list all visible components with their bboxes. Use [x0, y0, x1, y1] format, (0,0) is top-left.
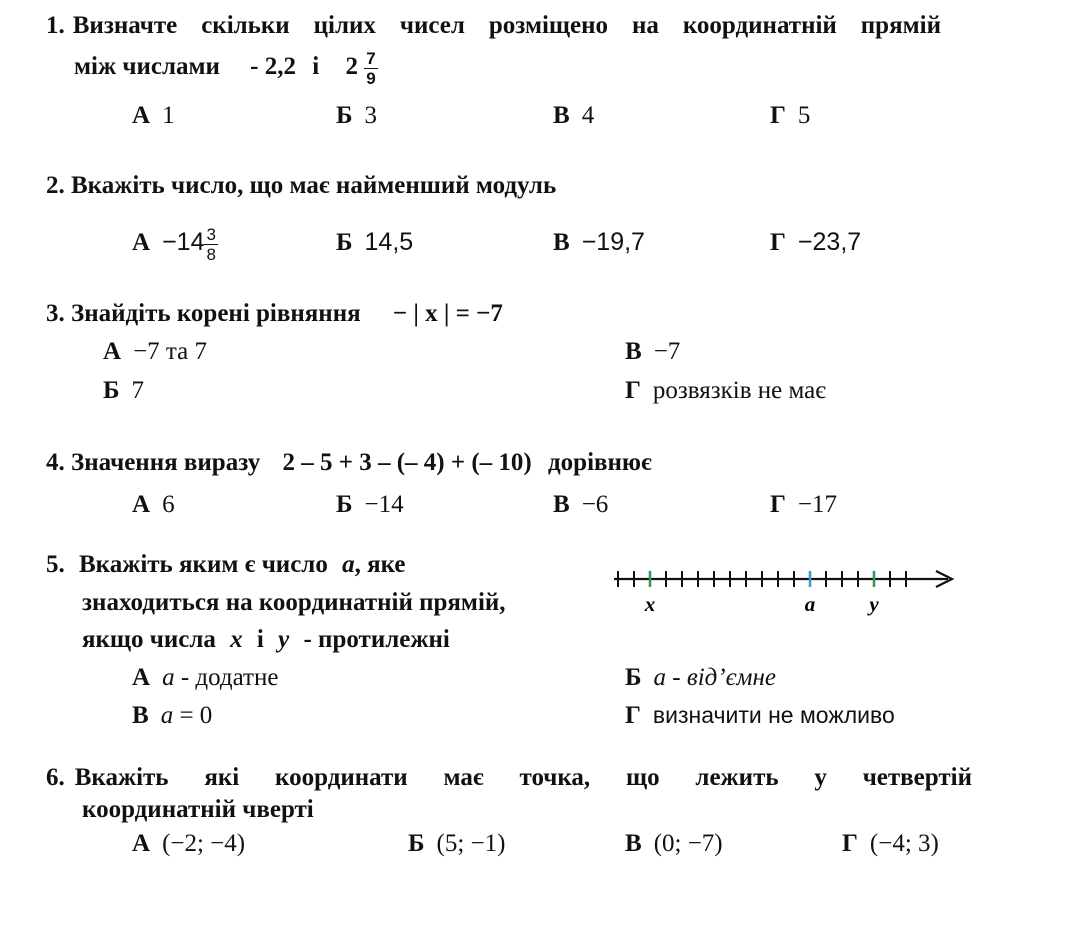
q6-option-a[interactable]	[132, 830, 245, 858]
q5-line3-end: - протилежні	[303, 626, 450, 653]
number-line	[610, 562, 960, 622]
option-value: 5	[797, 102, 811, 129]
option-letter: А	[132, 664, 151, 691]
q2-option-b[interactable]	[336, 228, 413, 257]
option-letter: Г	[625, 377, 641, 404]
option-value: −6	[581, 491, 609, 518]
q3-equation: − | x | = −7	[392, 300, 503, 327]
option-letter: В	[553, 491, 570, 518]
option-letter: В	[625, 338, 642, 365]
q3-number: 3.	[46, 300, 65, 327]
option-letter: В	[553, 229, 570, 256]
option-letter: Г	[842, 830, 858, 857]
option-letter: В	[132, 702, 149, 729]
option-letter: Б	[103, 377, 120, 404]
option-value: 3	[364, 102, 378, 129]
option-value: (−2; −4)	[162, 830, 246, 857]
option-var: a	[160, 702, 174, 729]
q5-var-x: x	[230, 626, 243, 653]
q1-option-b[interactable]	[336, 102, 377, 130]
q4-line	[46, 449, 652, 477]
option-letter: А	[132, 229, 151, 257]
q5-line1	[46, 551, 405, 579]
option-letter: А	[103, 338, 122, 365]
q5-line3	[82, 626, 450, 654]
fraction-num: 3	[206, 225, 216, 244]
q5-option-a[interactable]	[132, 664, 278, 692]
q6-word: що	[626, 764, 660, 791]
option-value: 4	[581, 102, 595, 129]
option-letter: Б	[408, 830, 425, 857]
option-letter: Б	[336, 229, 353, 256]
q4-text: Значення виразу	[71, 449, 261, 476]
q6-line2: координатній чверті	[82, 796, 314, 823]
option-letter: Б	[625, 664, 642, 691]
q3-option-c[interactable]	[625, 338, 680, 366]
option-value: −17	[797, 491, 838, 518]
q3-option-d[interactable]	[625, 377, 826, 405]
q4-number: 4.	[46, 449, 65, 476]
q5-line3-text: якщо числа	[82, 626, 216, 653]
option-value: розвязків не має	[652, 377, 826, 404]
q1-fraction	[364, 50, 377, 87]
option-letter: Г	[625, 702, 641, 729]
option-value: - додатне	[180, 664, 279, 691]
option-value: (−4; 3)	[869, 830, 939, 857]
q5-line1-end: , яке	[354, 551, 406, 578]
q1-option-a[interactable]	[132, 102, 175, 130]
q5-line2: знаходиться на координатній прямій,	[82, 589, 506, 616]
q2-number: 2.	[46, 172, 65, 199]
q2-option-a-fraction	[204, 226, 217, 263]
q2-option-a[interactable]	[132, 226, 218, 263]
q5-line1-text: Вкажіть яким є число	[79, 551, 328, 578]
axis-label-x: x	[644, 592, 656, 616]
q1-fraction-num: 7	[366, 49, 376, 68]
q2-option-c[interactable]	[553, 228, 645, 257]
option-value: −14	[162, 228, 205, 257]
option-value: = 0	[179, 702, 213, 729]
option-value: 7	[131, 377, 145, 404]
q6-word: лежить	[695, 764, 779, 791]
q2-line	[46, 172, 556, 200]
option-value: (5; −1)	[436, 830, 506, 857]
q1-number: 1.	[46, 12, 65, 39]
q5-conj: і	[256, 626, 264, 653]
option-letter: А	[132, 830, 151, 857]
q6-option-b[interactable]	[408, 830, 505, 858]
option-letter: Б	[336, 102, 353, 129]
q4-option-d[interactable]	[770, 491, 837, 519]
option-var: a	[162, 664, 175, 691]
option-letter: Г	[770, 229, 786, 256]
q6-word: Вкажіть	[74, 764, 169, 791]
axis-label-y: y	[869, 592, 879, 616]
option-value: 14,5	[364, 228, 414, 256]
q6-line1-words	[75, 764, 972, 792]
fraction-den: 8	[206, 245, 216, 264]
q1-text2: між числами	[74, 53, 220, 81]
option-letter: Г	[770, 491, 786, 518]
q3-line	[46, 300, 503, 328]
option-value: −23,7	[797, 228, 862, 256]
option-letter: А	[132, 102, 151, 129]
q4-option-a[interactable]	[132, 491, 175, 519]
q1-conj: і	[312, 53, 320, 81]
q5-var-a: a	[342, 551, 355, 578]
q5-option-d[interactable]	[625, 702, 895, 730]
q2-text: Вкажіть число, що має найменший модуль	[71, 172, 557, 199]
option-letter: Г	[770, 102, 786, 129]
axis-label-a: a	[804, 592, 816, 616]
option-value: −7 та 7	[133, 338, 207, 365]
q6-option-c[interactable]	[625, 830, 723, 858]
q6-line1	[46, 764, 972, 792]
option-letter: Б	[336, 491, 353, 518]
q6-word: координати	[275, 764, 408, 791]
q1-option-c[interactable]	[553, 102, 594, 130]
option-value: - від’ємне	[672, 664, 776, 691]
q6-word: у	[814, 764, 827, 791]
option-letter: В	[625, 830, 642, 857]
q1-value-b-whole: 2	[345, 53, 358, 81]
q6-word: які	[204, 764, 240, 791]
q5-number: 5.	[46, 551, 65, 578]
q6-word: має	[443, 764, 484, 791]
q5-var-y: y	[278, 626, 290, 653]
option-value: −19,7	[581, 228, 645, 256]
q4-expression: 2 – 5 + 3 – (– 4) + (– 10)	[282, 449, 532, 476]
q4-text-end: дорівнює	[548, 449, 652, 476]
q5-option-c[interactable]	[132, 702, 212, 730]
q6-option-d[interactable]	[842, 830, 939, 858]
option-value: 6	[162, 491, 175, 518]
q5-option-b[interactable]	[625, 664, 776, 692]
q6-word: точка,	[519, 764, 591, 791]
q3-option-b[interactable]	[103, 377, 144, 405]
q4-option-c[interactable]	[553, 491, 608, 519]
option-value: −7	[653, 338, 681, 365]
q6-word: четвертій	[862, 764, 972, 791]
q1-option-d[interactable]	[770, 102, 810, 130]
q4-option-b[interactable]	[336, 491, 404, 519]
option-var: a	[653, 664, 667, 691]
q2-option-d[interactable]	[770, 228, 861, 257]
option-letter: В	[553, 102, 570, 129]
q1-text: Визначте скільки цілих чисел розміщено на координатній прямій	[72, 12, 941, 39]
q1-line1	[46, 12, 941, 40]
option-value: 1	[162, 102, 175, 129]
q1-value-a: - 2,2	[250, 53, 296, 81]
option-letter: А	[132, 491, 151, 518]
q1-fraction-den: 9	[366, 69, 376, 88]
q3-text: Знайдіть корені рівняння	[71, 300, 361, 327]
option-value: визначити не можливо	[652, 702, 895, 728]
q1-line2	[74, 50, 378, 87]
q3-option-a[interactable]	[103, 338, 207, 366]
option-value: −14	[364, 491, 404, 518]
q6-number: 6.	[46, 764, 65, 791]
option-value: (0; −7)	[653, 830, 723, 857]
